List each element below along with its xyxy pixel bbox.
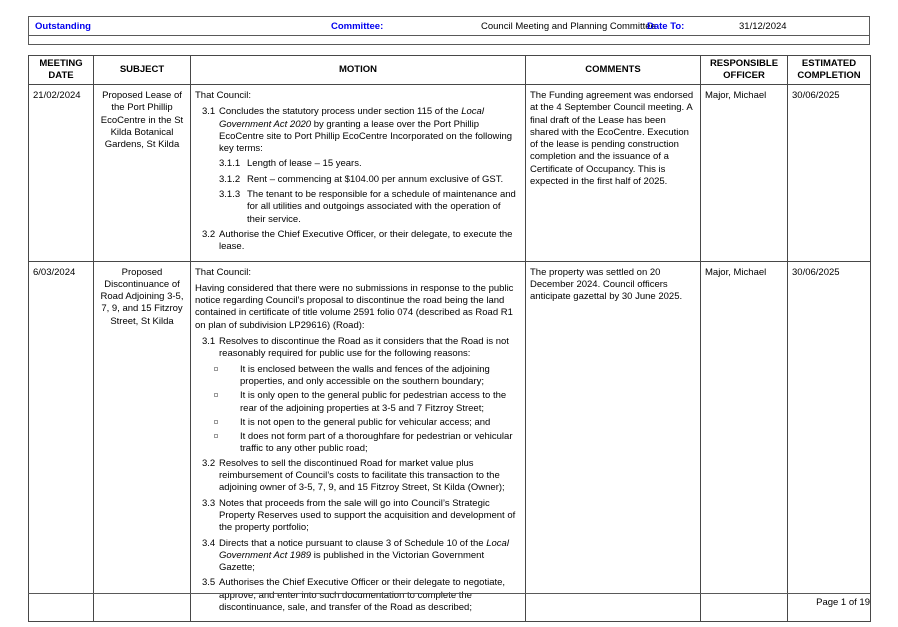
motion-bullet — [195, 417, 521, 429]
motion-item-3.2 — [195, 229, 521, 254]
column-header-5: ESTIMATED COMPLETION — [788, 56, 871, 85]
motion-paragraph — [195, 267, 521, 279]
column-header-4: RESPONSIBLE OFFICER — [701, 56, 788, 85]
motion-bullet-text — [240, 417, 490, 428]
report-header-bar — [28, 16, 870, 45]
estimated-completion-cell: 30/06/2025 — [788, 261, 871, 622]
text-run: Authorise the Chief Executive Officer, or their delegate, to execute the lease. — [219, 228, 513, 253]
comments-cell: The Funding agreement was endorsed at the 4 September Council meeting. A final draft of the Lease has been shared with the EcoCentre. Execution of the lease is pending construction completion and the issuance of a Certificate of Occupancy. This is expected in the first half of 2025. — [526, 85, 701, 262]
motion-item-3.1.1 — [195, 158, 521, 170]
text-run: It does not form part of a thoroughfare for pedestrian or vehicular traffic to any other public road; — [240, 431, 513, 455]
motion-item-text — [219, 538, 509, 574]
meeting-date-cell: 21/02/2024 — [29, 85, 94, 262]
square-bullet-icon — [214, 393, 218, 397]
date-to-label: Date To: — [647, 21, 685, 32]
text-run: is published in the Victorian Government Gazette; — [219, 549, 485, 574]
motion-item-3.4 — [195, 538, 521, 575]
motion-paragraph — [195, 283, 521, 332]
motion-item-text — [247, 174, 503, 185]
motion-cell — [191, 261, 526, 622]
text-run: Directs that a notice pursuant to clause 3 of Schedule 10 of the — [219, 537, 487, 549]
italic-text-run: Local Government Act 2020 — [219, 106, 484, 130]
motion-paragraph — [195, 90, 521, 102]
motion-item-3.1 — [195, 336, 521, 361]
motion-item-3.1 — [195, 106, 521, 155]
estimated-completion-cell: 30/06/2025 — [788, 85, 871, 262]
motion-item-3.1.3 — [195, 189, 521, 226]
motion-item-3.3 — [195, 498, 521, 535]
comments-cell: The property was settled on 20 December 2024. Council officers anticipate gazettal by 30 June 2025. — [526, 261, 701, 622]
square-bullet-icon — [214, 434, 218, 438]
responsible-officer-cell: Major, Michael — [701, 261, 788, 622]
motion-item-number: 3.3 — [202, 497, 216, 509]
motion-item-number: 3.1 — [202, 336, 216, 348]
motion-item-number: 3.1.1 — [219, 158, 241, 170]
meeting-date-cell: 6/03/2024 — [29, 261, 94, 622]
text-run: That Council: — [195, 90, 251, 101]
table-row — [29, 261, 871, 622]
motion-bullet-text — [240, 390, 506, 413]
motion-item-3.1.2 — [195, 174, 521, 186]
motion-bullet-text — [240, 364, 490, 387]
column-header-2: MOTION — [191, 56, 526, 85]
table-row — [29, 85, 871, 262]
motion-item-number: 3.5 — [202, 577, 216, 589]
text-run: Resolves to discontinue the Road as it considers that the Road is not reasonably required for public use for the following reasons: — [219, 336, 509, 360]
committee-value: Council Meeting and Planning Committee — [481, 21, 656, 32]
subject-cell: Proposed Lease of the Port Phillip EcoCentre in the St Kilda Botanical Gardens, St Kilda — [94, 85, 191, 262]
motion-item-text — [219, 458, 505, 494]
motion-item-text — [219, 336, 509, 359]
text-run: Authorises the Chief Executive Officer or their delegate to negotiate, approve, and enter into such documentation to complete the discontinuance, sale, and transfer of the Road as described; — [219, 577, 506, 613]
motion-item-number: 3.2 — [202, 228, 216, 240]
motion-item-3.5 — [195, 577, 521, 614]
motion-item-text — [219, 577, 505, 613]
motion-item-number: 3.1.2 — [219, 173, 241, 185]
square-bullet-icon — [214, 420, 218, 424]
motion-item-text — [219, 229, 512, 252]
text-run: Notes that proceeds from the sale will go into Council’s Strategic Property Reserves used to support the acquisition and development of the property portfolio; — [219, 497, 516, 534]
motion-item-3.2 — [195, 458, 521, 495]
report-status: Outstanding — [35, 21, 91, 32]
page-number: Page 1 of 19 — [816, 597, 870, 608]
column-header-3: COMMENTS — [526, 56, 701, 85]
motion-item-text — [247, 189, 516, 225]
motion-bullet — [195, 431, 521, 456]
motion-bullet — [195, 364, 521, 389]
text-run: It is enclosed between the walls and fences of the adjoining properties, and only accessible on the southern boundary; — [240, 363, 490, 387]
column-header-0: MEETING DATE — [29, 56, 94, 85]
text-run: It is not open to the general public for vehicular access; and — [240, 416, 491, 428]
square-bullet-icon — [214, 367, 218, 371]
committee-label: Committee: — [331, 21, 384, 32]
text-run: Concludes the statutory process under section 115 of the — [219, 106, 462, 118]
motion-item-number: 3.1 — [202, 106, 216, 118]
motion-cell — [191, 85, 526, 262]
motion-bullet-text — [240, 431, 513, 454]
motion-item-number: 3.1.3 — [219, 189, 241, 201]
footer-divider — [28, 593, 870, 594]
responsible-officer-cell: Major, Michael — [701, 85, 788, 262]
italic-text-run: Local Government Act 1989 — [219, 537, 509, 561]
text-run: Resolves to sell the discontinued Road for market value plus reimbursement of Council’s costs to facilitate this transaction to the adjoining owner of 3-5, 7, 9, and 15 Fitzroy Street, St Kilda (Owner); — [219, 457, 505, 494]
table-header-row — [29, 56, 871, 85]
column-header-1: SUBJECT — [94, 56, 191, 85]
text-run: That Council: — [195, 266, 251, 278]
report-header-row — [29, 17, 869, 36]
date-to-value: 31/12/2024 — [739, 21, 787, 32]
text-run: Rent – commencing at $104.00 per annum exclusive of GST. — [247, 173, 504, 185]
motion-item-text — [219, 498, 515, 534]
motion-bullet — [195, 390, 521, 415]
motion-item-number: 3.4 — [202, 537, 216, 549]
outstanding-actions-table — [28, 55, 871, 622]
report-header-spacer — [29, 36, 869, 44]
text-run: by granting a lease over the Port Phillip EcoCentre site to Port Phillip EcoCentre Incorporated on the following key terms: — [219, 118, 513, 155]
text-run: Having considered that there were no submissions in response to the public notice regarding Council’s proposal to discontinue the road being the land contained in certificate of title volume 2591 folio 074 (described as Road R1 on plan of subdivision LP29616) (Road): — [195, 282, 514, 331]
text-run: Length of lease – 15 years. — [247, 158, 362, 170]
text-run: The tenant to be responsible for a schedule of maintenance and for all utilities and outgoings associated with the operation of their service. — [247, 189, 516, 225]
motion-item-text — [219, 106, 512, 154]
subject-cell: Proposed Discontinuance of Road Adjoining 3-5, 7, 9, and 15 Fitzroy Street, St Kilda — [94, 261, 191, 622]
motion-item-text — [247, 158, 362, 169]
motion-item-number: 3.2 — [202, 457, 216, 469]
text-run: It is only open to the general public for pedestrian access to the rear of the adjoining properties at 3-5 and 7 Fitzroy Street; — [240, 390, 507, 414]
